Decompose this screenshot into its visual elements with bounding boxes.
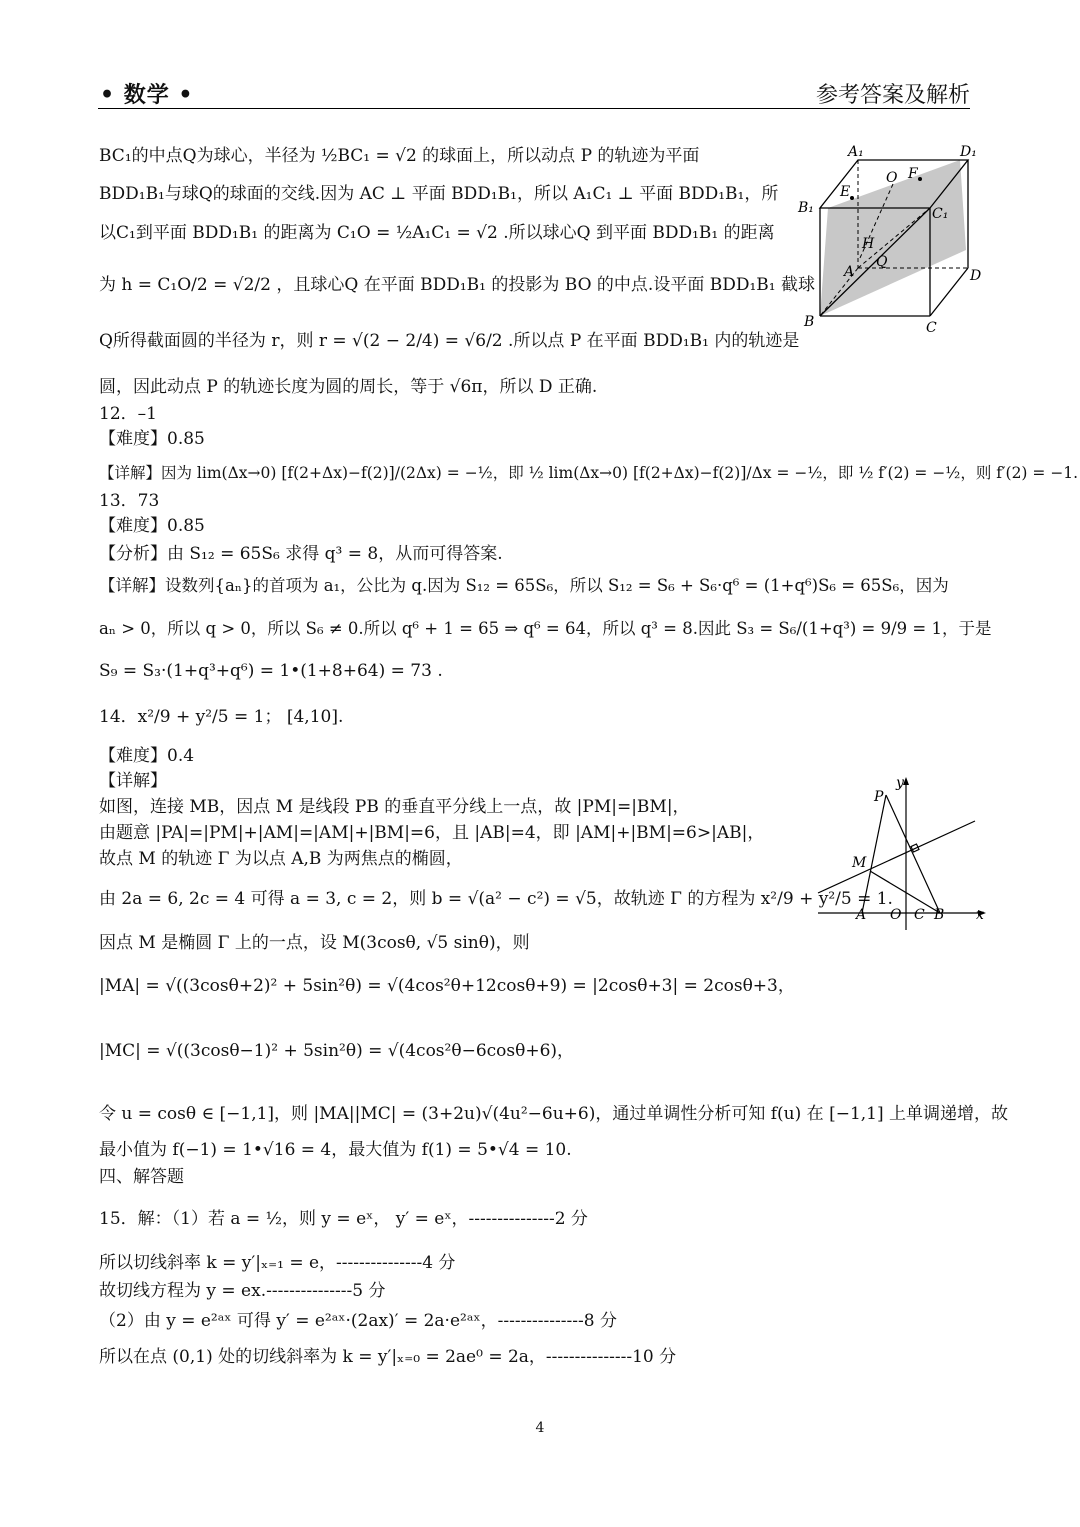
label: H (862, 236, 875, 252)
subject-label: • 数学 • (100, 82, 194, 108)
label: B₁ (798, 200, 814, 216)
text-line: |MA| = √((3cosθ+2)² + 5sin²θ) = √(4cos²θ+12cosθ+9) = |2cosθ+3| = 2cosθ+3， (99, 976, 795, 996)
text-line: 所以在点 (0,1) 处的切线斜率为 k = y′|ₓ₌₀ = 2ae⁰ = 2a，---------------10 分 (99, 1347, 677, 1367)
label: C (926, 320, 937, 336)
text-line: 由题意 |PA|=|PM|+|AM|=|AM|+|BM|=6，且 |AB|=4，即 |AM|+|BM|=6>|AB|， (99, 823, 765, 843)
text-line: 所以切线斜率 k = y′|ₓ₌₁ = e，---------------4 分 (99, 1253, 456, 1273)
text-line: BC₁的中点Q为球心，半径为 ½BC₁ = √2 的球面上，所以动点 P 的轨迹为平面 (99, 146, 700, 166)
perpendicular-bisector (818, 821, 975, 893)
text-line: |MC| = √((3cosθ−1)² + 5sin²θ) = √(4cos²θ−6cosθ+6)， (99, 1041, 575, 1061)
text-line: 【详解】因为 lim(Δx→0) [f(2+Δx)−f(2)]/(2Δx) = −½，即 ½ lim(Δx→0) [f(2+Δx)−f(2)]/Δx = −½，即 ½ f′(2) = −½，则 f′(2) = −1. (99, 464, 1079, 482)
text-line: 圆，因此动点 P 的轨迹长度为圆的周长，等于 √6π，所以 D 正确. (99, 377, 598, 397)
detail-label: 【详解】 (99, 771, 167, 791)
question-number: 14．x²/9 + y²/5 = 1； [4,10]. (99, 707, 344, 727)
difficulty: 【难度】0.85 (99, 516, 205, 536)
text-line: S₉ = S₃·(1+q³+q⁶) = 1•(1+8+64) = 73 . (99, 661, 443, 681)
text-line: Q所得截面圆的半径为 r，则 r = √(2 − 2/4) = √6/2 .所以点 P 在平面 BDD₁B₁ 内的轨迹是 (99, 331, 800, 351)
text-line: 故切线方程为 y = ex.---------------5 分 (99, 1281, 386, 1301)
label: C (914, 907, 925, 923)
difficulty: 【难度】0.85 (99, 429, 205, 449)
cube-figure (790, 140, 990, 340)
label: F (908, 166, 918, 182)
segment-pa (862, 795, 886, 913)
page-header (98, 78, 970, 109)
text-line: 由 2a = 6, 2c = 4 可得 a = 3, c = 2，则 b = √(a² − c²) = √5，故轨迹 Γ 的方程为 x²/9 + y²/5 = 1. (99, 889, 893, 909)
text-line: 15．解：（1）若 a = ½，则 y = eˣ， y′ = eˣ，---------------2 分 (99, 1209, 588, 1229)
text-line: 为 h = C₁O/2 = √2/2 ，且球心Q 在平面 BDD₁B₁ 的投影为 BO 的中点.设平面 BDD₁B₁ 截球 (99, 275, 816, 295)
text-line: （2）由 y = e²ᵃˣ 可得 y′ = e²ᵃˣ·(2ax)′ = 2a·e²ᵃˣ，---------------8 分 (99, 1311, 617, 1331)
text-line: BDD₁B₁与球Q的球面的交线.因为 AC ⊥ 平面 BDD₁B₁，所以 A₁C₁ ⊥ 平面 BDD₁B₁，所 (99, 184, 779, 204)
label: C₁ (932, 206, 949, 222)
label: Q (876, 254, 888, 270)
label: M (852, 855, 867, 871)
question-number: 13．73 (99, 491, 160, 511)
segment-pb (886, 795, 940, 913)
cube-edge (930, 268, 968, 316)
label: D (970, 268, 982, 284)
label: D₁ (960, 144, 977, 160)
text-line: 因点 M 是椭圆 Γ 上的一点，设 M(3cosθ, √5 sinθ)，则 (99, 933, 530, 953)
point-e (850, 196, 854, 200)
text-line: 故点 M 的轨迹 Γ 为以点 A,B 为两焦点的椭圆， (99, 849, 463, 869)
label: B (934, 907, 945, 923)
text-line: 令 u = cosθ ∈ [−1,1]，则 |MA||MC| = (3+2u)√(4u²−6u+6)，通过单调性分析可知 f(u) 在 [−1,1] 上单调递增，故 (99, 1104, 1009, 1124)
text-line: 【详解】设数列{aₙ}的首项为 a₁，公比为 q.因为 S₁₂ = 65S₆，所以 S₁₂ = S₆ + S₆·q⁶ = (1+q⁶)S₆ = 65S₆，因为 (99, 576, 949, 595)
label: E (840, 184, 851, 200)
label: B (804, 314, 815, 330)
point-f (918, 177, 922, 181)
label: A (844, 264, 855, 280)
text-line: 以C₁到平面 BDD₁B₁ 的距离为 C₁O = ½A₁C₁ = √2 .所以球心Q 到平面 BDD₁B₁ 的距离 (99, 223, 775, 243)
label: O (890, 907, 902, 923)
section-title: 四、解答题 (99, 1167, 184, 1187)
ellipse-figure (810, 775, 990, 935)
label: A (856, 907, 867, 923)
analysis: 【分析】由 S₁₂ = 65S₆ 求得 q³ = 8，从而可得答案. (99, 544, 503, 564)
label: P (874, 789, 884, 805)
label: x (976, 907, 984, 923)
label: O (886, 170, 898, 186)
segment-mb (870, 871, 940, 913)
text-line: 如图，连接 MB，因点 M 是线段 PB 的垂直平分线上一点，故 |PM|=|BM|， (99, 797, 690, 817)
text-line: 最小值为 f(−1) = 1•√16 = 4，最大值为 f(1) = 5•√4 = 10. (99, 1140, 572, 1160)
label: y (896, 775, 904, 791)
question-number: 12．–1 (99, 404, 157, 424)
header-title: 参考答案及解析 (815, 83, 970, 108)
text-line: aₙ > 0，所以 q > 0，所以 S₆ ≠ 0.所以 q⁶ + 1 = 65 ⇒ q⁶ = 64，所以 q³ = 8.因此 S₃ = S₆/(1+q³) = 9/9 = 1，于是 (99, 619, 992, 638)
page-number: 4 (535, 1420, 545, 1436)
label: A₁ (848, 144, 864, 160)
difficulty: 【难度】0.4 (99, 746, 195, 766)
